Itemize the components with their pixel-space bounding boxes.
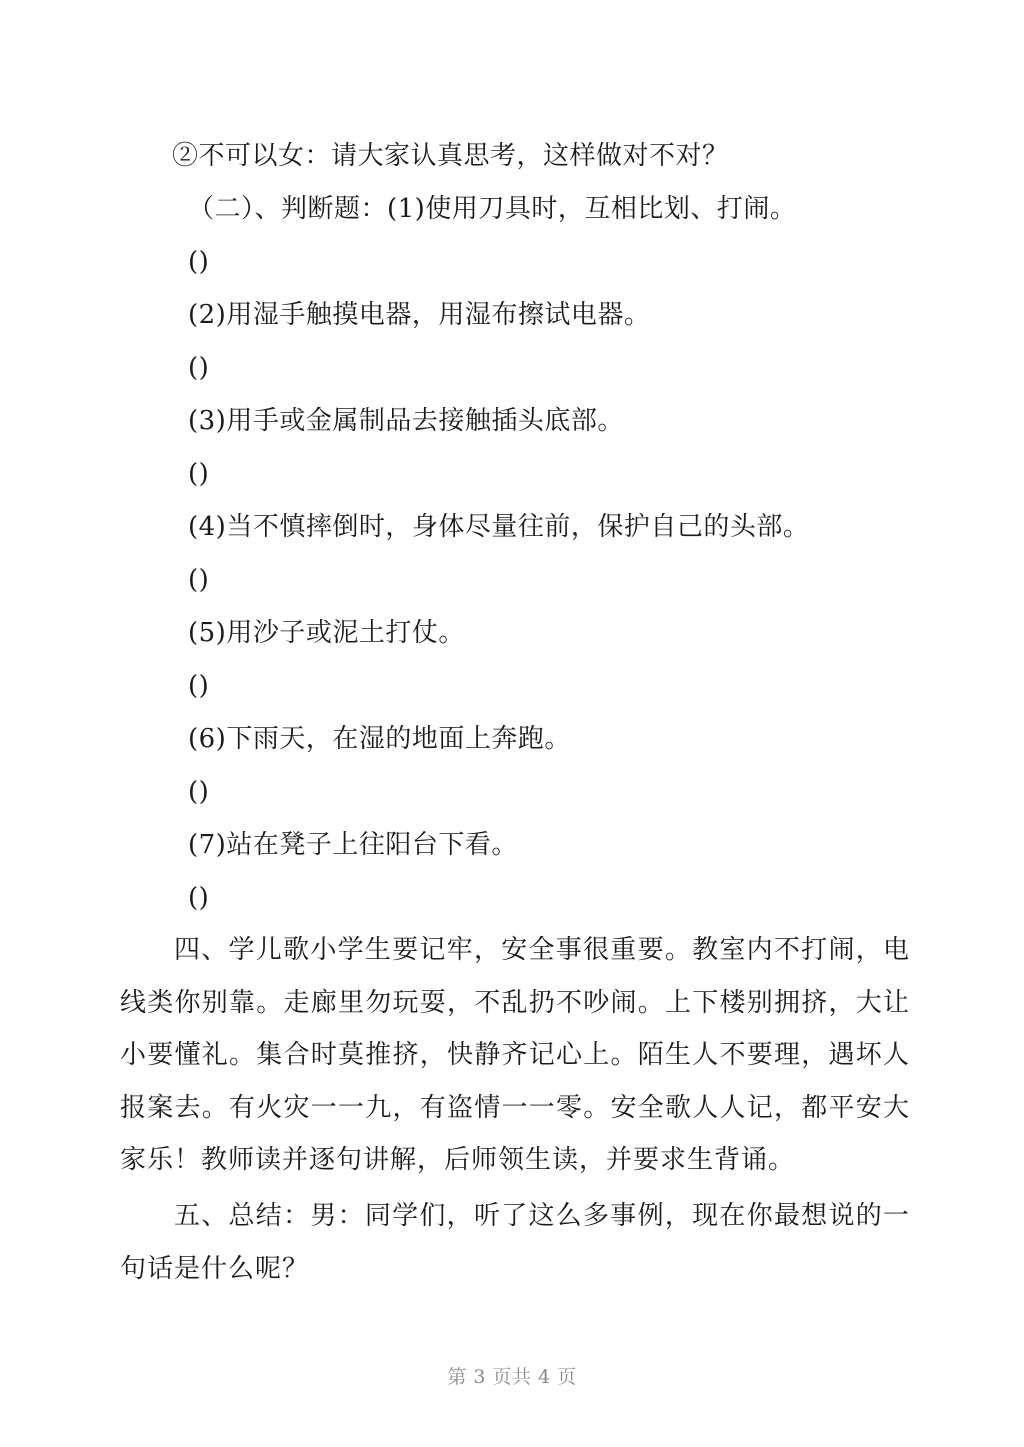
answer-blank: (): [188, 671, 210, 701]
answer-blank: (): [188, 459, 210, 489]
text-line: (7)站在凳子上往阳台下看。: [188, 830, 518, 860]
answer-blank: (): [188, 247, 210, 277]
text-line: （二）、判断题：(1)使用刀具时，互相比划、打闹。: [188, 194, 797, 224]
text-line: (5)用沙子或泥土打仗。: [188, 618, 465, 648]
text-line: (4)当不慎摔倒时，身体尽量往前，保护自己的头部。: [188, 512, 810, 542]
text-line: (3)用手或金属制品去接触插头底部。: [188, 406, 624, 436]
paragraph-summary: 五、总结：男：同学们，听了这么多事例，现在你最想说的一句话是什么呢？: [120, 1201, 910, 1284]
answer-blank: (): [188, 883, 210, 913]
text-line: ②不可以女：请大家认真思考，这样做对不对？: [172, 141, 729, 171]
text-line: (6)下雨天，在湿的地面上奔跑。: [188, 724, 571, 754]
answer-blank: (): [188, 565, 210, 595]
page-footer: 第 3 页共 4 页: [447, 1366, 577, 1388]
answer-blank: (): [188, 777, 210, 807]
text-line: (2)用湿手触摸电器，用湿布擦试电器。: [188, 300, 651, 330]
paragraph-nursery-rhyme: 四、学儿歌小学生要记牢，安全事很重要。教室内不打闹，电线类你别靠。走廊里勿玩耍，不乱扔不吵闹。上下楼别拥挤，大让小要懂礼。集合时莫推挤，快静齐记心上。陌生人不要理，遇坏人报案去。有火灾一一九，有盗情一一零。安全歌人人记，都平安大家乐！教师读并逐句讲解，后师领生读，并要求生背诵。: [120, 935, 910, 1175]
answer-blank: (): [188, 353, 210, 383]
